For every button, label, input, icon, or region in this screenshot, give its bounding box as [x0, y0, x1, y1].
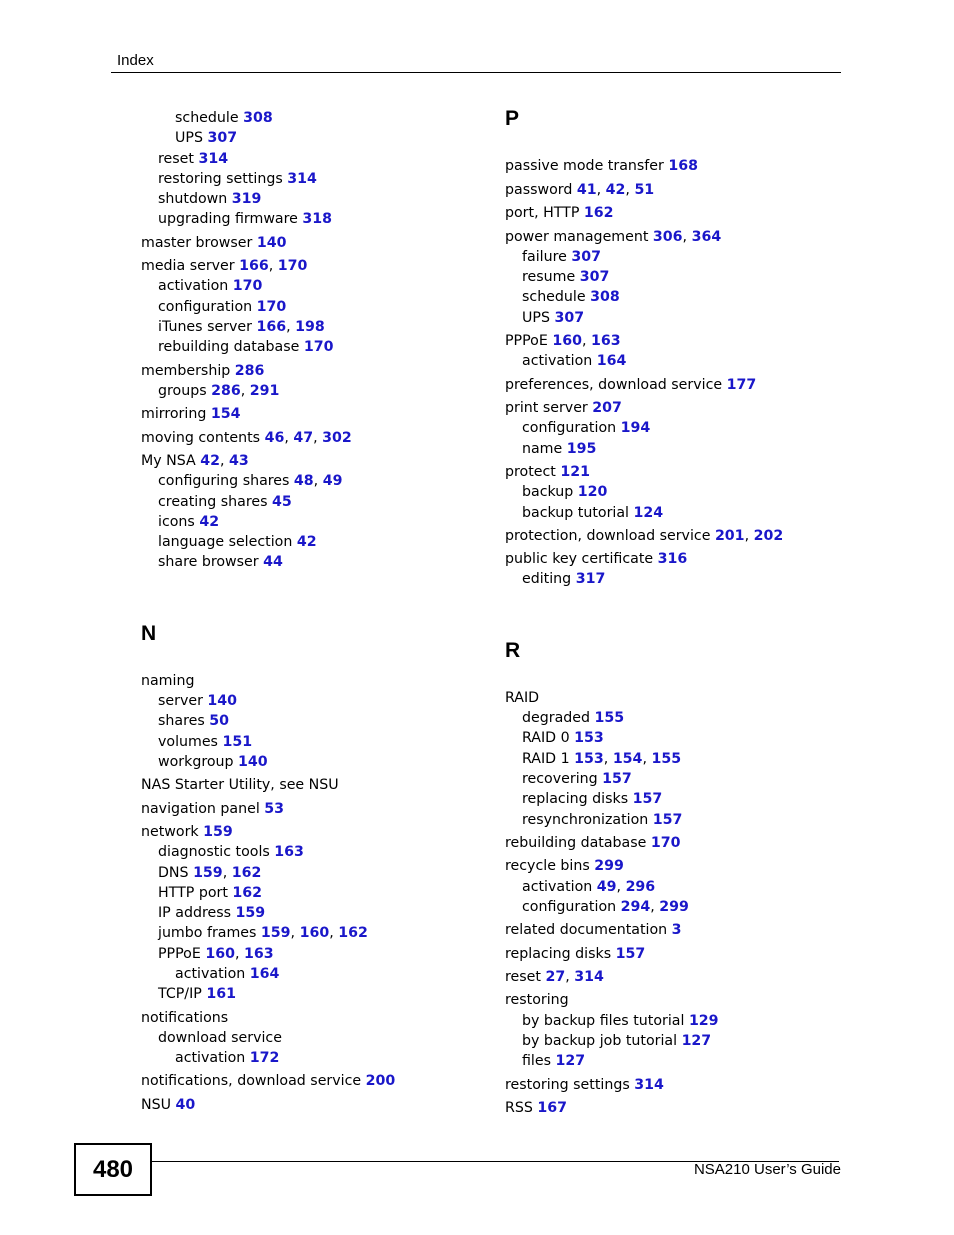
index-term: editing [522, 571, 576, 587]
index-term: configuration [522, 420, 621, 436]
index-letter-heading: N [141, 622, 157, 645]
index-term: NAS Starter Utility, see NSU [141, 777, 339, 793]
index-term: iTunes server [158, 319, 257, 335]
index-entry [158, 190, 261, 208]
index-entry [522, 288, 620, 306]
page-separator: , [616, 879, 626, 895]
index-term: port, HTTP [505, 205, 584, 221]
index-entry [505, 689, 539, 707]
index-entry [522, 419, 650, 437]
index-term: volumes [158, 734, 223, 750]
index-letter-heading: R [505, 639, 521, 662]
index-entry [141, 776, 339, 794]
index-entry [505, 991, 569, 1009]
index-entry [175, 965, 279, 983]
index-entry [141, 672, 194, 690]
index-term: schedule [522, 289, 591, 305]
index-term: backup [522, 484, 578, 500]
index-term: notifications [141, 1010, 229, 1026]
page-link[interactable]: 43 [229, 453, 249, 469]
page-link[interactable]: 51 [634, 182, 655, 198]
index-entry [158, 277, 262, 295]
index-entry [158, 513, 219, 531]
page-link[interactable]: 42 [199, 514, 220, 530]
index-entry [158, 338, 334, 356]
page-link[interactable]: 170 [256, 299, 287, 315]
page-link[interactable]: 45 [271, 494, 292, 510]
page-link[interactable]: 167 [537, 1100, 568, 1116]
guide-title: NSA210 User’s Guide [693, 1161, 841, 1178]
index-entry [158, 692, 237, 710]
index-entry [141, 1009, 228, 1027]
page-link[interactable]: 308 [243, 110, 273, 126]
page-link[interactable]: 314 [198, 151, 229, 167]
page-link[interactable]: 127 [555, 1053, 586, 1069]
index-term: RAID [505, 690, 540, 706]
page-link[interactable]: 157 [615, 946, 646, 962]
index-term: preferences, download service [505, 377, 727, 393]
index-entry [505, 921, 682, 939]
index-entry [141, 800, 284, 818]
index-term: related documentation [505, 922, 672, 938]
index-entry [505, 945, 645, 963]
page-link[interactable]: 40 [175, 1097, 196, 1113]
page-link[interactable]: 27 [545, 969, 566, 985]
index-entry [141, 405, 240, 423]
page-separator: , [744, 528, 754, 544]
page-link[interactable]: 41 [576, 182, 597, 198]
page-link[interactable]: 286 [234, 363, 265, 379]
page-link[interactable]: 286 [211, 383, 241, 399]
page-link[interactable]: 170 [277, 258, 308, 274]
page-link[interactable]: 163 [243, 946, 274, 962]
page-separator: , [642, 751, 652, 767]
page-link[interactable]: 314 [634, 1077, 664, 1093]
index-entry [505, 181, 654, 199]
index-entry [522, 1032, 711, 1050]
index-term: rebuilding database [158, 339, 304, 355]
page-link[interactable]: 294 [620, 899, 651, 915]
page-link[interactable]: 364 [691, 229, 722, 245]
page-link[interactable]: 48 [293, 473, 314, 489]
index-term: protection, download service [505, 528, 715, 544]
index-entry [505, 1076, 664, 1094]
index-term: configuring shares [158, 473, 294, 489]
index-term: NSU [141, 1097, 176, 1113]
page-link[interactable]: 161 [206, 986, 236, 1002]
index-entry [141, 362, 264, 380]
page-separator: , [268, 258, 278, 274]
index-entry [505, 228, 721, 246]
index-entry [158, 210, 332, 228]
index-term: files [522, 1053, 556, 1069]
page-link[interactable]: 162 [231, 865, 262, 881]
index-term: replacing disks [505, 946, 616, 962]
index-entry [175, 1049, 279, 1067]
index-entry [141, 823, 233, 841]
index-term: membership [141, 363, 235, 379]
index-term: schedule [175, 110, 244, 126]
index-entry [522, 729, 604, 747]
page-separator: , [284, 430, 294, 446]
index-entry [505, 376, 756, 394]
index-term: passive mode transfer [505, 158, 669, 174]
index-term: public key certificate [505, 551, 658, 567]
index-entry [522, 352, 626, 370]
index-term: power management [505, 229, 653, 245]
index-term: icons [158, 514, 200, 530]
index-entry [158, 985, 236, 1003]
page-link[interactable]: 163 [274, 844, 304, 860]
index-entry [522, 811, 682, 829]
index-term: DNS [158, 865, 194, 881]
index-term: configuration [522, 899, 621, 915]
index-entry [505, 550, 687, 568]
index-term: UPS [522, 310, 555, 326]
index-term: groups [158, 383, 212, 399]
index-entry [175, 109, 273, 127]
page-link[interactable]: 159 [235, 905, 266, 921]
index-entry [505, 157, 698, 175]
page-link[interactable]: 127 [681, 1033, 712, 1049]
page-link[interactable]: 157 [632, 791, 663, 807]
page-number: 480 [92, 1156, 134, 1183]
page-link[interactable]: 151 [222, 734, 253, 750]
page-link[interactable]: 166 [239, 258, 269, 274]
index-term: restoring [505, 992, 569, 1008]
page-link[interactable]: 42 [200, 453, 220, 469]
index-term: server [158, 693, 208, 709]
index-entry [522, 898, 689, 916]
page-link[interactable]: 166 [256, 319, 287, 335]
index-term: share browser [158, 554, 264, 570]
index-entry [522, 1052, 585, 1070]
index-term: password [505, 182, 577, 198]
index-term: PPPoE [158, 946, 206, 962]
page-link[interactable]: 307 [579, 269, 610, 285]
index-entry [505, 968, 604, 986]
index-term: workgroup [158, 754, 239, 770]
page-separator: , [220, 453, 230, 469]
page-link[interactable]: 159 [260, 925, 291, 941]
index-entry [158, 318, 325, 336]
page-separator: , [565, 969, 575, 985]
index-entry [158, 1029, 282, 1047]
page-link[interactable]: 308 [590, 289, 620, 305]
index-entry [158, 843, 304, 861]
index-term: recovering [522, 771, 603, 787]
page-link[interactable]: 307 [554, 310, 585, 326]
index-term: moving contents [141, 430, 265, 446]
index-term: failure [522, 249, 572, 265]
index-term: activation [158, 278, 233, 294]
page-link[interactable]: 172 [249, 1050, 280, 1066]
index-entry [158, 298, 286, 316]
index-entry [141, 1096, 195, 1114]
index-entry [141, 429, 352, 447]
index-term: network [141, 824, 204, 840]
page-link[interactable]: 44 [263, 554, 283, 570]
page-link[interactable]: 154 [612, 751, 643, 767]
page-link[interactable]: 159 [203, 824, 233, 840]
index-entry [522, 570, 605, 588]
page-link[interactable]: 163 [590, 333, 621, 349]
index-term: shutdown [158, 191, 232, 207]
index-entry [522, 878, 655, 896]
page-separator: , [313, 473, 323, 489]
page-link[interactable]: 155 [594, 710, 625, 726]
index-entry [141, 1072, 395, 1090]
page-link[interactable]: 162 [338, 925, 368, 941]
page-link[interactable]: 42 [296, 534, 317, 550]
page-link[interactable]: 207 [592, 400, 622, 416]
page-link[interactable]: 302 [322, 430, 352, 446]
page-link[interactable]: 164 [596, 353, 627, 369]
page-link[interactable]: 306 [652, 229, 683, 245]
index-entry [158, 753, 268, 771]
page-link[interactable]: 299 [659, 899, 689, 915]
index-entry [158, 170, 317, 188]
index-entry [158, 150, 228, 168]
index-term: download service [158, 1030, 282, 1046]
page-link[interactable]: 162 [232, 885, 263, 901]
index-entry [158, 884, 262, 902]
index-term: name [522, 441, 567, 457]
page-link[interactable]: 160 [552, 333, 582, 349]
page-separator: , [313, 430, 323, 446]
index-term: rebuilding database [505, 835, 651, 851]
index-entry [158, 712, 229, 730]
index-entry [522, 750, 681, 768]
index-term: resume [522, 269, 580, 285]
index-entry [158, 924, 368, 942]
page-link[interactable]: 140 [238, 754, 268, 770]
index-term: TCP/IP [158, 986, 207, 1002]
page-link[interactable]: 3 [671, 922, 682, 938]
index-entry [175, 129, 237, 147]
index-term: resynchronization [522, 812, 653, 828]
index-entry [158, 553, 283, 571]
index-entry [158, 472, 342, 490]
page-link[interactable]: 170 [303, 339, 334, 355]
index-term: IP address [158, 905, 236, 921]
index-term: naming [141, 673, 195, 689]
page-separator: , [650, 899, 660, 915]
index-term: reset [158, 151, 199, 167]
page-link[interactable]: 140 [256, 235, 287, 251]
page-link[interactable]: 202 [753, 528, 784, 544]
index-term: upgrading firmware [158, 211, 303, 227]
page-link[interactable]: 157 [652, 812, 683, 828]
index-entry [505, 332, 621, 350]
page-separator: , [286, 319, 296, 335]
page-link[interactable]: 164 [249, 966, 280, 982]
page-link[interactable]: 154 [210, 406, 241, 422]
page-link[interactable]: 177 [726, 377, 757, 393]
index-entry [522, 790, 662, 808]
page-link[interactable]: 53 [264, 801, 285, 817]
index-term: language selection [158, 534, 297, 550]
index-entry [522, 709, 624, 727]
index-term: jumbo frames [158, 925, 261, 941]
index-entry [505, 857, 624, 875]
index-term: navigation panel [141, 801, 265, 817]
page-link[interactable]: 200 [365, 1073, 396, 1089]
page-link[interactable]: 314 [287, 171, 317, 187]
page-link[interactable]: 195 [566, 441, 597, 457]
page-link[interactable]: 170 [232, 278, 263, 294]
index-entry [141, 452, 249, 470]
page-separator: , [222, 865, 232, 881]
page-link[interactable]: 120 [577, 484, 608, 500]
page-link[interactable]: 153 [574, 730, 604, 746]
index-entry [522, 1012, 719, 1030]
index-term: mirroring [141, 406, 211, 422]
index-entry [505, 399, 622, 417]
page-link[interactable]: 317 [575, 571, 606, 587]
index-entry [158, 382, 279, 400]
index-term: PPPoE [505, 333, 553, 349]
page-link[interactable]: 42 [605, 182, 626, 198]
page-link[interactable]: 307 [571, 249, 601, 265]
index-entry [505, 834, 681, 852]
index-entry [505, 527, 783, 545]
index-term: recycle bins [505, 858, 595, 874]
index-term: degraded [522, 710, 595, 726]
index-term: restoring settings [505, 1077, 635, 1093]
index-term: HTTP port [158, 885, 233, 901]
index-term: UPS [175, 130, 208, 146]
index-term: configuration [158, 299, 257, 315]
page-link[interactable]: 194 [620, 420, 651, 436]
index-term: restoring settings [158, 171, 288, 187]
page-number-box [74, 1143, 152, 1196]
index-term: RAID 0 [522, 730, 575, 746]
index-term: by backup job tutorial [522, 1033, 682, 1049]
page-link[interactable]: 140 [207, 693, 238, 709]
page-link[interactable]: 129 [688, 1013, 719, 1029]
index-entry [505, 1099, 567, 1117]
page-link[interactable]: 170 [650, 835, 681, 851]
page-link[interactable]: 296 [625, 879, 656, 895]
index-term: diagnostic tools [158, 844, 275, 860]
index-entry [158, 733, 252, 751]
page-link[interactable]: 155 [651, 751, 682, 767]
index-entry [522, 268, 609, 286]
index-term: RAID 1 [522, 751, 575, 767]
index-entry [522, 309, 584, 327]
page-separator: , [329, 925, 339, 941]
page-link[interactable]: 162 [583, 205, 614, 221]
page-link[interactable]: 160 [299, 925, 330, 941]
page-link[interactable]: 153 [574, 751, 604, 767]
index-term: reset [505, 969, 546, 985]
index-entry [158, 533, 317, 551]
index-entry [158, 945, 274, 963]
page-separator: , [581, 333, 591, 349]
page-link[interactable]: 49 [596, 879, 617, 895]
index-term: protect [505, 464, 561, 480]
page-link[interactable]: 316 [657, 551, 688, 567]
header-divider [111, 72, 841, 73]
index-entry [158, 864, 261, 882]
index-term: shares [158, 713, 210, 729]
page-separator: , [682, 229, 692, 245]
index-entry [141, 257, 307, 275]
page-separator: , [596, 182, 606, 198]
page-link[interactable]: 49 [322, 473, 343, 489]
index-entry [505, 463, 590, 481]
page-separator: , [240, 383, 250, 399]
index-letter-heading: P [505, 107, 520, 130]
index-term: RSS [505, 1100, 538, 1116]
index-term: backup tutorial [522, 505, 634, 521]
page-link[interactable]: 318 [302, 211, 333, 227]
index-term: activation [522, 353, 597, 369]
index-term: master browser [141, 235, 257, 251]
page-link[interactable]: 201 [714, 528, 745, 544]
index-entry [522, 440, 596, 458]
page-link[interactable]: 157 [602, 771, 632, 787]
page-link[interactable]: 50 [209, 713, 229, 729]
page-link[interactable]: 198 [295, 319, 325, 335]
page-link[interactable]: 307 [207, 130, 238, 146]
index-term: activation [175, 966, 250, 982]
index-entry [158, 904, 265, 922]
page-link[interactable]: 159 [193, 865, 223, 881]
index-term: print server [505, 400, 593, 416]
page-link[interactable]: 124 [633, 505, 664, 521]
index-entry [522, 770, 632, 788]
page-separator: , [603, 751, 613, 767]
index-entry [505, 204, 614, 222]
index-entry [141, 234, 286, 252]
index-term: by backup files tutorial [522, 1013, 689, 1029]
page-separator: , [234, 946, 244, 962]
index-entry [158, 493, 292, 511]
page-separator: , [625, 182, 635, 198]
index-term: replacing disks [522, 791, 633, 807]
page-link[interactable]: 314 [574, 969, 604, 985]
index-term: activation [522, 879, 597, 895]
index-entry [522, 248, 601, 266]
index-entry [522, 504, 663, 522]
index-term: notifications, download service [141, 1073, 366, 1089]
page-separator: , [290, 925, 300, 941]
page-link[interactable]: 47 [293, 430, 314, 446]
index-term: media server [141, 258, 240, 274]
index-term: My NSA [141, 453, 201, 469]
header-title: Index [117, 52, 154, 69]
page-link[interactable]: 46 [264, 430, 285, 446]
page-link[interactable]: 160 [205, 946, 235, 962]
page-link[interactable]: 168 [668, 158, 698, 174]
index-term: creating shares [158, 494, 272, 510]
index-term: activation [175, 1050, 250, 1066]
index-entry [522, 483, 607, 501]
page-link[interactable]: 291 [249, 383, 280, 399]
page-link[interactable]: 319 [231, 191, 262, 207]
page-link[interactable]: 299 [594, 858, 624, 874]
page-link[interactable]: 121 [560, 464, 590, 480]
